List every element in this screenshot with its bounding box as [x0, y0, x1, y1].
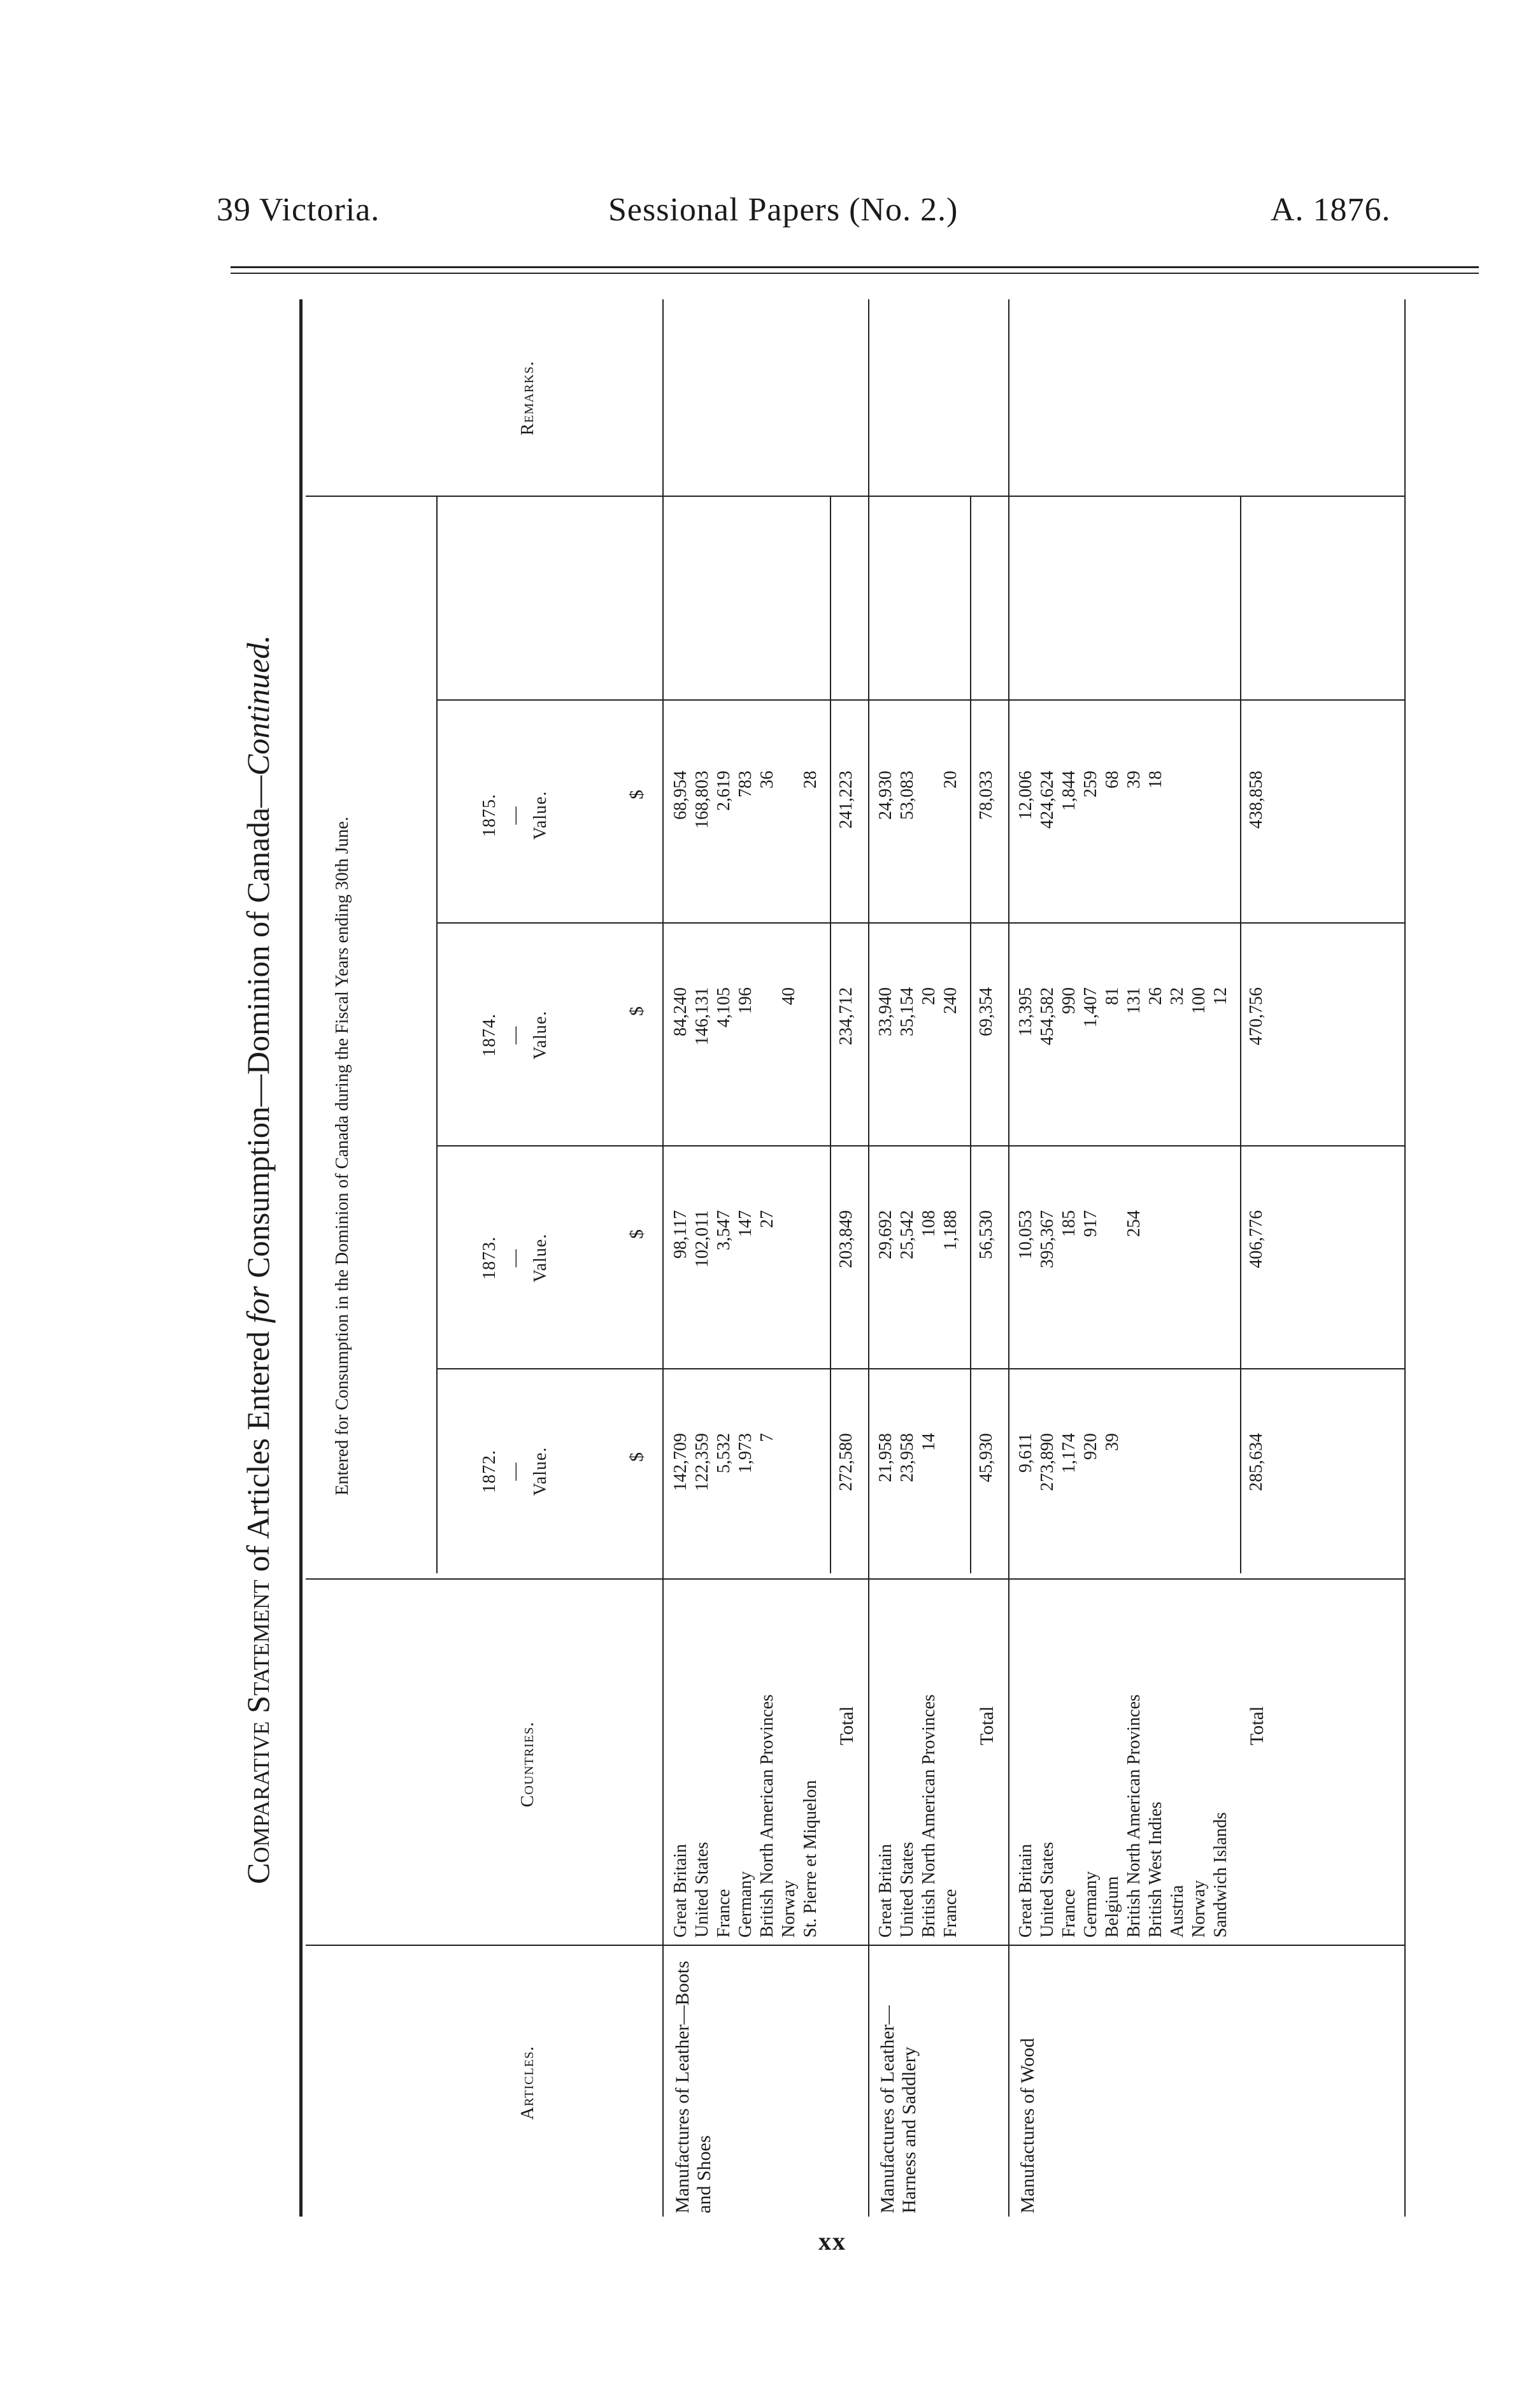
- rotated-table-block: [239, 290, 1423, 2229]
- value-cell-1873: 917: [1081, 1210, 1101, 1237]
- value-cell-1874: 13,395: [1016, 987, 1036, 1036]
- value-cell-1873: 147: [736, 1210, 755, 1237]
- year-header-dash: —: [505, 1248, 525, 1268]
- value-cell-1874: 240: [941, 987, 960, 1014]
- total-cell-1873: 406,776: [1246, 1210, 1266, 1268]
- column-rule: [306, 1578, 1404, 1580]
- value-cell-1875: 68: [1102, 771, 1122, 789]
- country-label: United States: [897, 1841, 917, 1938]
- value-header: Value.: [531, 1010, 550, 1060]
- country-label: Belgium: [1102, 1876, 1122, 1938]
- total-cell-1872: 285,634: [1246, 1433, 1266, 1491]
- value-cell-1872: 21,958: [876, 1433, 895, 1482]
- value-cell-1874: 454,582: [1037, 987, 1057, 1045]
- total-rule: [830, 497, 831, 1573]
- countries-header: Countries.: [518, 1721, 538, 1808]
- value-cell-1874: 131: [1124, 987, 1144, 1014]
- articles-header: Articles.: [518, 2045, 538, 2120]
- country-label: France: [1059, 1889, 1079, 1938]
- header-year: A. 1876.: [1271, 192, 1391, 228]
- value-cell-1874: 990: [1059, 987, 1079, 1014]
- value-cell-1873: 10,053: [1016, 1210, 1036, 1259]
- total-cell-1872: 45,930: [976, 1433, 996, 1482]
- country-label: Sandwich Islands: [1211, 1812, 1230, 1938]
- table-bottom-rule: [1404, 299, 1406, 2217]
- country-label: Germany: [736, 1871, 755, 1938]
- column-rule: [436, 922, 1404, 924]
- total-cell-1874: 470,756: [1246, 987, 1266, 1045]
- value-cell-1872: 920: [1081, 1433, 1101, 1460]
- value-cell-1875: 1,844: [1059, 771, 1079, 811]
- value-cell-1875: 2,619: [714, 771, 734, 811]
- total-cell-1872: 272,580: [836, 1433, 856, 1491]
- section-rule: [868, 299, 869, 2217]
- value-cell-1875: 20: [941, 771, 960, 789]
- column-rule: [436, 699, 1404, 701]
- value-header: Value.: [531, 1233, 550, 1283]
- value-cell-1874: 81: [1102, 987, 1122, 1005]
- value-cell-1872: 23,958: [897, 1433, 917, 1482]
- total-rule: [970, 497, 971, 1573]
- country-label: Norway: [779, 1880, 799, 1938]
- value-cell-1872: 142,709: [671, 1433, 690, 1491]
- value-cell-1872: 1,174: [1059, 1433, 1079, 1473]
- year-header-1875: 1875.: [480, 794, 499, 837]
- value-cell-1873: 25,542: [897, 1210, 917, 1259]
- value-cell-1875: 24,930: [876, 771, 895, 820]
- total-label: Total: [836, 1706, 857, 1745]
- section-rule: [1008, 299, 1009, 2217]
- total-label: Total: [1246, 1706, 1267, 1745]
- value-cell-1874: 4,105: [714, 987, 734, 1027]
- year-header-1872: 1872.: [480, 1450, 499, 1493]
- country-label: United States: [1037, 1841, 1057, 1938]
- country-label: British North American Provinces: [1124, 1694, 1144, 1938]
- country-label: British West Indies: [1146, 1801, 1166, 1938]
- value-cell-1872: 5,532: [714, 1433, 734, 1473]
- column-rule: [436, 1368, 1404, 1369]
- article-label: Manufactures of Leather—Boots and Shoes: [672, 1961, 715, 2213]
- value-cell-1873: 102,011: [692, 1210, 712, 1268]
- value-cell-1873: 254: [1124, 1210, 1144, 1237]
- group-header-rule: [436, 497, 438, 1573]
- value-cell-1873: 108: [919, 1210, 939, 1237]
- country-label: France: [941, 1889, 960, 1938]
- table-title: [242, 290, 293, 2229]
- value-cell-1874: 40: [779, 987, 799, 1005]
- country-label: Great Britain: [876, 1844, 895, 1938]
- value-cell-1874: 84,240: [671, 987, 690, 1036]
- value-cell-1875: 28: [801, 771, 820, 789]
- total-cell-1875: 438,858: [1246, 771, 1266, 829]
- header-sessional-papers: Sessional Papers (No. 2.): [608, 192, 959, 228]
- value-cell-1872: 122,359: [692, 1433, 712, 1491]
- page-number: xx: [818, 2227, 846, 2255]
- total-label: Total: [976, 1706, 997, 1745]
- dollar-sign: $: [626, 1006, 647, 1016]
- header-bottom-rule: [662, 299, 664, 2217]
- dollar-sign: $: [626, 1229, 647, 1239]
- value-cell-1872: 14: [919, 1433, 939, 1451]
- dollar-sign: $: [626, 1452, 647, 1462]
- value-cell-1874: 196: [736, 987, 755, 1014]
- value-cell-1874: 20: [919, 987, 939, 1005]
- header-session: 39 Victoria.: [217, 192, 380, 228]
- value-cell-1874: 32: [1167, 987, 1187, 1005]
- year-header-1874: 1874.: [480, 1013, 499, 1057]
- article-label: Manufactures of Wood: [1017, 2038, 1038, 2213]
- value-header: Value.: [531, 1447, 550, 1496]
- country-label: Norway: [1189, 1880, 1209, 1938]
- value-cell-1874: 100: [1189, 987, 1209, 1014]
- value-cell-1875: 783: [736, 771, 755, 797]
- article-label: Manufactures of Leather—Harness and Saddlery: [877, 2005, 920, 2213]
- value-cell-1874: 35,154: [897, 987, 917, 1036]
- value-cell-1874: 146,131: [692, 987, 712, 1045]
- column-rule: [306, 496, 1404, 497]
- country-label: British North American Provinces: [757, 1694, 777, 1938]
- title-part-5: Continued.: [240, 634, 276, 776]
- total-cell-1874: 234,712: [836, 987, 856, 1045]
- title-part-4: Consumption—Dominion of Canada—: [240, 775, 276, 1287]
- value-cell-1875: 53,083: [897, 771, 917, 820]
- country-label: Great Britain: [671, 1844, 690, 1938]
- title-rule: [299, 299, 303, 2217]
- value-cell-1874: 12: [1211, 987, 1230, 1005]
- value-cell-1875: 259: [1081, 771, 1101, 797]
- title-part-3: for: [240, 1286, 276, 1324]
- value-cell-1873: 395,367: [1037, 1210, 1057, 1268]
- country-label: British North American Provinces: [919, 1694, 939, 1938]
- year-header-dash: —: [505, 806, 525, 825]
- country-label: St. Pierre et Miquelon: [801, 1780, 820, 1938]
- total-rule: [1240, 497, 1241, 1573]
- value-cell-1874: 1,407: [1081, 987, 1101, 1027]
- value-cell-1875: 424,624: [1037, 771, 1057, 829]
- top-rule: [231, 266, 1479, 268]
- statement-table: [239, 290, 1423, 2229]
- value-cell-1873: 29,692: [876, 1210, 895, 1259]
- value-cell-1872: 39: [1102, 1433, 1122, 1451]
- value-cell-1873: 3,547: [714, 1210, 734, 1250]
- value-cell-1875: 168,803: [692, 771, 712, 829]
- value-cell-1872: 1,973: [736, 1433, 755, 1473]
- value-cell-1874: 26: [1146, 987, 1166, 1005]
- title-part-2: of Articles Entered: [240, 1323, 276, 1580]
- value-cell-1875: 68,954: [671, 771, 690, 820]
- country-label: United States: [692, 1841, 712, 1938]
- value-cell-1873: 185: [1059, 1210, 1079, 1237]
- value-cell-1875: 39: [1124, 771, 1144, 789]
- value-cell-1875: 36: [757, 771, 777, 789]
- total-cell-1873: 203,849: [836, 1210, 856, 1268]
- top-rule-double: [231, 273, 1479, 274]
- year-header-dash: —: [505, 1462, 525, 1481]
- country-label: France: [714, 1889, 734, 1938]
- value-cell-1873: 98,117: [671, 1210, 690, 1259]
- remarks-header: Remarks.: [518, 361, 538, 436]
- year-header-dash: —: [505, 1025, 525, 1045]
- country-label: Germany: [1081, 1871, 1101, 1938]
- value-cell-1872: 273,890: [1037, 1433, 1057, 1491]
- column-rule: [436, 1145, 1404, 1147]
- value-cell-1872: 9,611: [1016, 1433, 1036, 1473]
- total-cell-1875: 78,033: [976, 771, 996, 820]
- dollar-sign: $: [626, 790, 647, 799]
- total-cell-1873: 56,530: [976, 1210, 996, 1259]
- country-label: Great Britain: [1016, 1844, 1036, 1938]
- value-header: Value.: [531, 790, 550, 840]
- value-cell-1872: 7: [757, 1433, 777, 1442]
- country-label: Austria: [1167, 1885, 1187, 1938]
- title-part-1: Comparative Statement: [240, 1580, 276, 1885]
- year-header-1873: 1873.: [480, 1236, 499, 1280]
- value-cell-1874: 33,940: [876, 987, 895, 1036]
- total-cell-1874: 69,354: [976, 987, 996, 1036]
- column-rule: [306, 1945, 1404, 1946]
- value-cell-1873: 1,188: [941, 1210, 960, 1250]
- total-cell-1875: 241,223: [836, 771, 856, 829]
- value-cell-1875: 18: [1146, 771, 1166, 789]
- fiscal-years-group-header: Entered for Consumption in the Dominion of Canada during the Fiscal Years ending 30th June.: [332, 817, 352, 1496]
- value-cell-1873: 27: [757, 1210, 777, 1228]
- value-cell-1875: 12,006: [1016, 771, 1036, 820]
